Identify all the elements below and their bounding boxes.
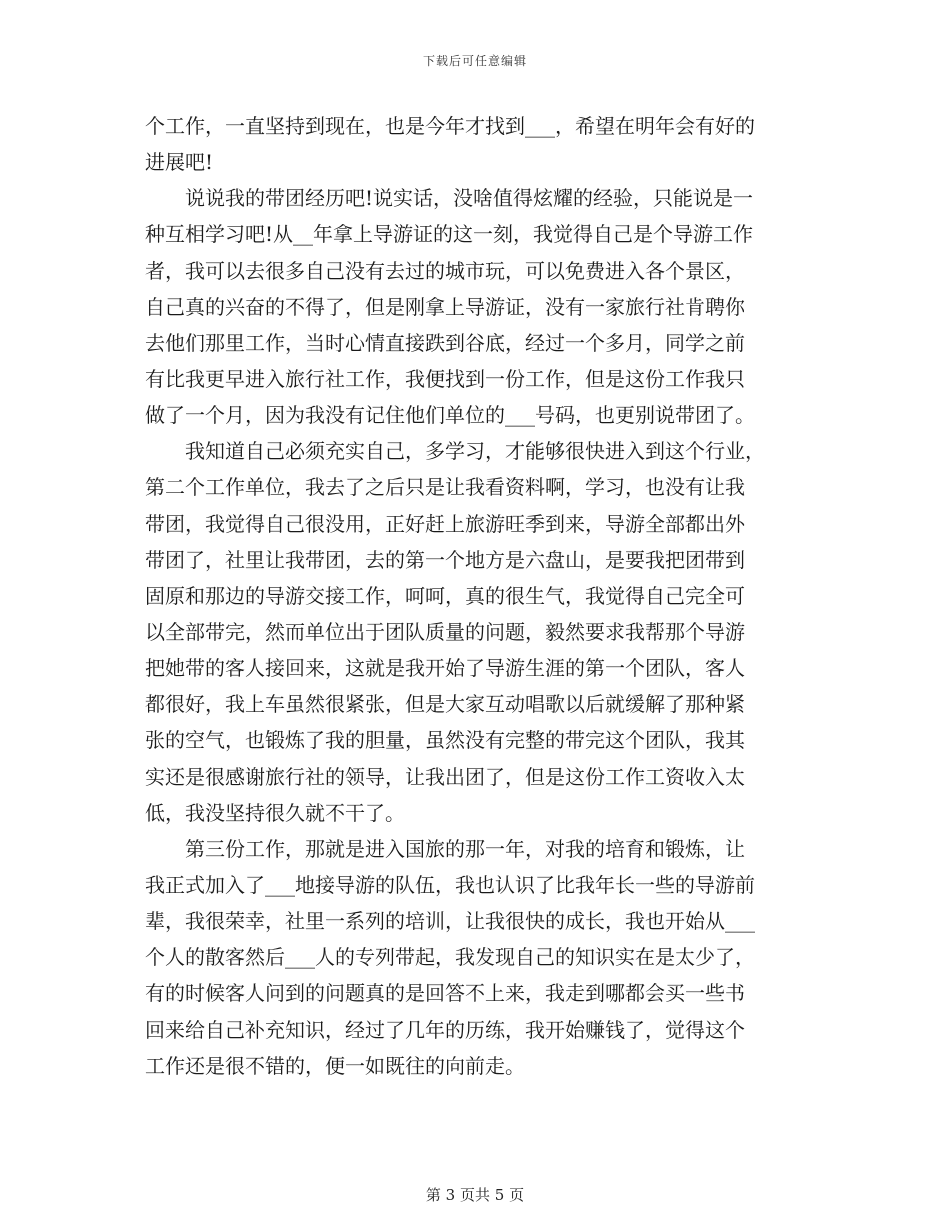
text-line: 第二个工作单位，我去了之后只是让我看资料啊，学习，也没有让我 [145, 475, 745, 500]
text-line: 辈，我很荣幸，社里一系列的培训，让我很快的成长，我也开始从___ [145, 909, 755, 934]
page-footer-page-number: 第 3 页共 5 页 [425, 1186, 525, 1204]
text-line: 个人的散客然后___人的专列带起，我发现自己的知识实在是太少了， [145, 945, 755, 970]
paragraph-start-line: 第三份工作，那就是进入国旅的那一年，对我的培育和锻炼，让 [185, 836, 745, 861]
text-line: 进展吧! [145, 150, 214, 175]
paragraph-start-line: 说说我的带团经历吧!说实话，没啥值得炫耀的经验，只能说是一 [185, 186, 754, 211]
text-line: 回来给自己补充知识，经过了几年的历练，我开始赚钱了，觉得这个 [145, 1017, 745, 1042]
text-line: 种互相学习吧!从__年拿上导游证的这一刻，我觉得自己是个导游工作 [145, 222, 754, 247]
paragraph-start-line: 我知道自己必须充实自己，多学习，才能够很快进入到这个行业， [185, 439, 765, 464]
text-line: 带团了，社里让我带团，去的第一个地方是六盘山，是要我把团带到 [145, 547, 745, 572]
text-line: 把她带的客人接回来，这就是我开始了导游生涯的第一个团队，客人 [145, 656, 745, 681]
text-line: 固原和那边的导游交接工作，呵呵，真的很生气，我觉得自己完全可 [145, 583, 745, 608]
text-line: 工作还是很不错的，便一如既往的向前走。 [145, 1053, 525, 1078]
text-line: 做了一个月，因为我没有记住他们单位的___号码，也更别说带团了。 [145, 403, 755, 428]
page-header: 下载后可任意编辑 [422, 54, 527, 68]
document-body [145, 108, 810, 1084]
text-line: 我正式加入了___地接导游的队伍，我也认识了比我年长一些的导游前 [145, 872, 755, 897]
text-line: 实还是很感谢旅行社的领导，让我出团了，但是这份工作工资收入太 [145, 764, 745, 789]
text-line: 张的空气，也锻炼了我的胆量，虽然没有完整的带完这个团队，我其 [145, 728, 745, 753]
text-line: 有的时候客人问到的问题真的是回答不上来，我走到哪都会买一些书 [145, 981, 745, 1006]
text-line: 低，我没坚持很久就不干了。 [145, 800, 405, 825]
text-line: 有比我更早进入旅行社工作，我便找到一份工作，但是这份工作我只 [145, 366, 745, 391]
text-line: 去他们那里工作，当时心情直接跌到谷底，经过一个多月，同学之前 [145, 330, 745, 355]
text-line: 都很好，我上车虽然很紧张，但是大家互动唱歌以后就缓解了那种紧 [145, 692, 745, 717]
text-line: 者，我可以去很多自己没有去过的城市玩，可以免费进入各个景区， [145, 258, 745, 283]
text-line: 带团，我觉得自己很没用，正好赶上旅游旺季到来，导游全部都出外 [145, 511, 745, 536]
text-line: 自己真的兴奋的不得了，但是刚拿上导游证，没有一家旅行社肯聘你 [145, 294, 745, 319]
text-line: 以全部带完，然而单位出于团队质量的问题，毅然要求我帮那个导游 [145, 619, 745, 644]
text-line: 个工作，一直坚持到现在，也是今年才找到___，希望在明年会有好的 [145, 114, 755, 138]
